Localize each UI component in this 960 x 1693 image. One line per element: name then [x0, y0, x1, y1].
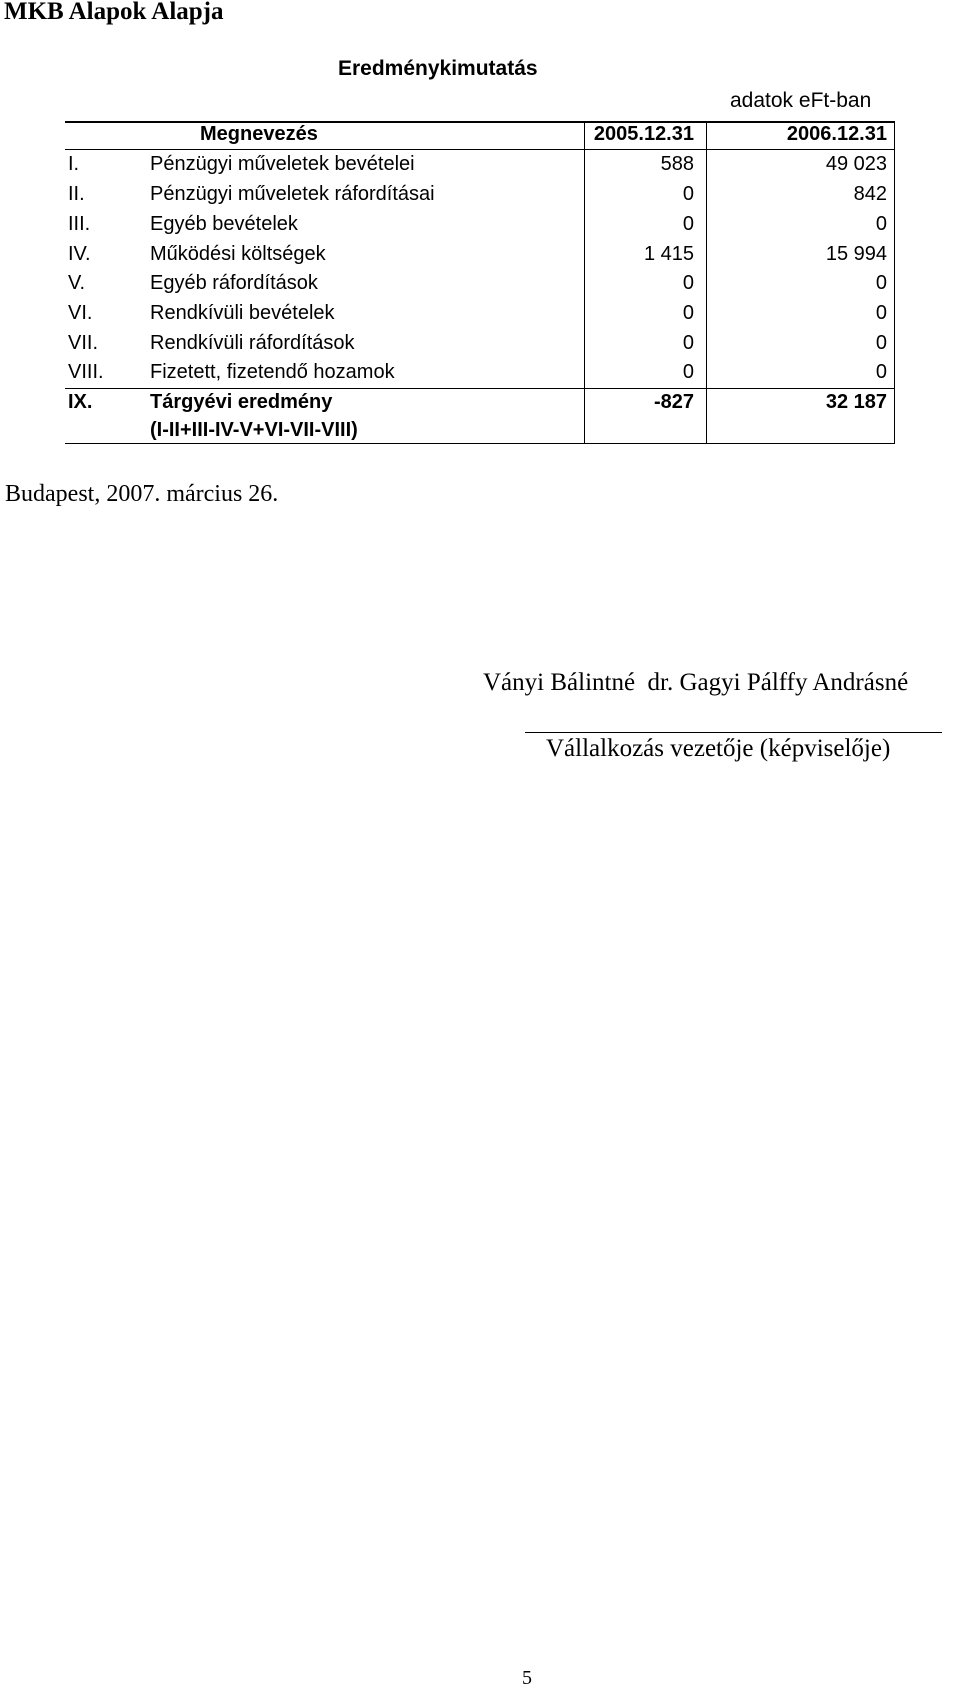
total-value-2005: -827	[653, 391, 694, 413]
header-2005: 2005.12.31	[593, 123, 694, 145]
header-megnevezes: Megnevezés	[200, 123, 318, 145]
row-value-2006: 0	[875, 332, 887, 354]
total-value-2006: 32 187	[825, 391, 887, 413]
signer-names: Ványi Bálintné dr. Gagyi Pálffy Andrásné	[483, 669, 909, 696]
total-row-formula: (I-II+III-IV-V+VI-VII-VIII)	[150, 419, 358, 441]
row-label: Rendkívüli bevételek	[150, 302, 335, 324]
row-value-2006: 0	[875, 361, 887, 383]
row-value-2005: 0	[682, 332, 694, 354]
row-number: I.	[68, 153, 80, 175]
row-label: Egyéb ráfordítások	[150, 272, 318, 294]
total-row-label: Tárgyévi eredmény	[150, 391, 333, 413]
row-label: Pénzügyi műveletek ráfordításai	[150, 183, 435, 205]
total-row-top-border	[65, 388, 895, 389]
row-number: V.	[68, 272, 86, 294]
row-number: VI.	[68, 302, 93, 324]
row-label: Egyéb bevételek	[150, 213, 298, 235]
row-value-2006: 0	[875, 272, 887, 294]
row-value-2006: 842	[853, 183, 887, 205]
row-label: Pénzügyi műveletek bevételei	[150, 153, 415, 175]
page-number: 5	[522, 1667, 532, 1689]
unit-note: adatok eFt-ban	[730, 89, 872, 112]
row-label: Fizetett, fizetendő hozamok	[150, 361, 395, 383]
row-number: VIII.	[68, 361, 104, 383]
row-label: Rendkívüli ráfordítások	[150, 332, 355, 354]
signer-role: Vállalkozás vezetője (képviselője)	[546, 735, 891, 762]
row-value-2006: 0	[875, 213, 887, 235]
row-value-2005: 1 415	[643, 243, 694, 265]
row-label: Működési költségek	[150, 243, 326, 265]
table-right-border	[894, 121, 895, 444]
header-2006: 2006.12.31	[786, 123, 887, 145]
row-value-2006: 0	[875, 302, 887, 324]
row-value-2005: 0	[682, 272, 694, 294]
row-number: II.	[68, 183, 85, 205]
row-number: IV.	[68, 243, 91, 265]
row-value-2005: 0	[682, 213, 694, 235]
signature-line	[525, 732, 942, 733]
total-row-number: IX.	[68, 391, 93, 413]
row-value-2005: 0	[682, 361, 694, 383]
place-and-date: Budapest, 2007. március 26.	[5, 481, 279, 507]
header-bottom-border	[65, 149, 895, 150]
row-value-2005: 588	[660, 153, 694, 175]
row-value-2006: 49 023	[825, 153, 887, 175]
row-value-2006: 15 994	[825, 243, 887, 265]
report-title: Eredménykimutatás	[338, 57, 538, 80]
row-number: VII.	[68, 332, 99, 354]
row-value-2005: 0	[682, 183, 694, 205]
row-value-2005: 0	[682, 302, 694, 324]
table-bottom-border	[65, 443, 895, 444]
row-number: III.	[68, 213, 91, 235]
document-title: MKB Alapok Alapja	[4, 0, 224, 25]
